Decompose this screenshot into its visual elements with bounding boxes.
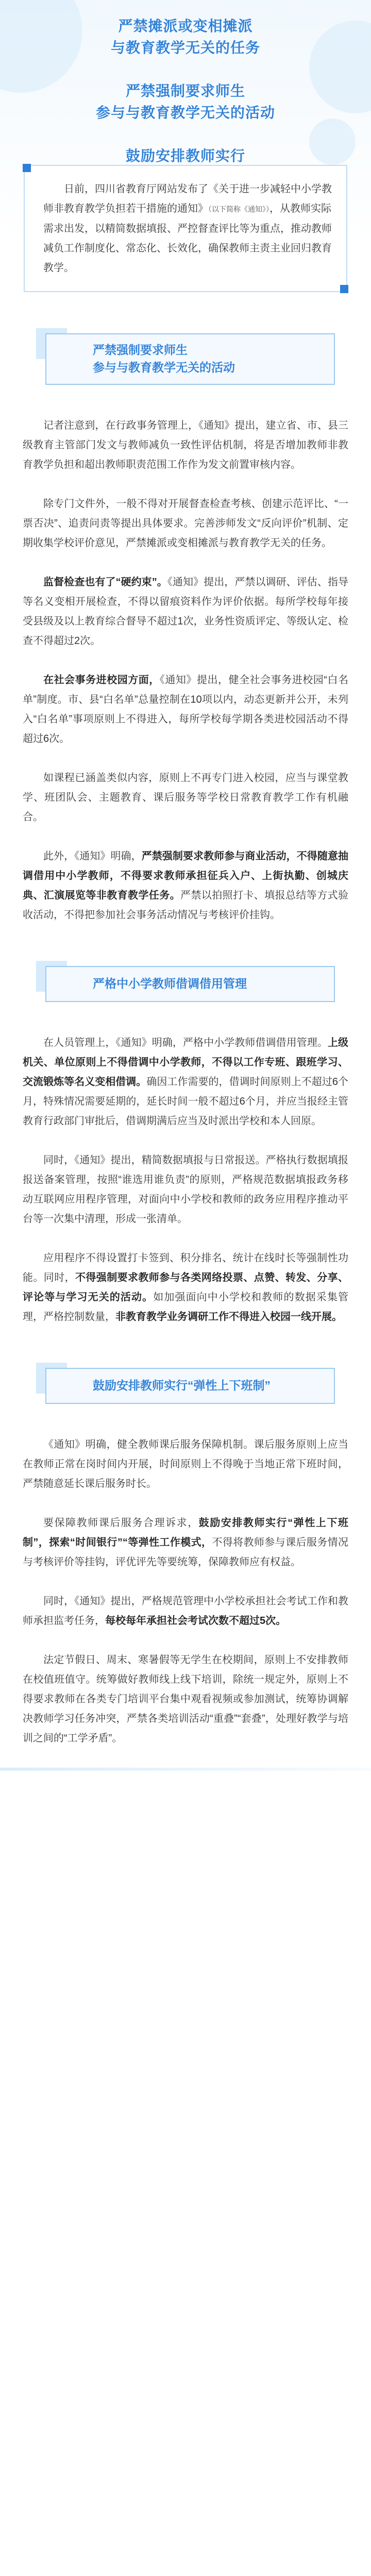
bold-lead: 监督检查也有了“硬约束”。 — [43, 577, 167, 588]
bottom-divider — [0, 1768, 371, 1771]
section-title-2 — [36, 961, 335, 1002]
headline-line: 严禁摊派或变相摊派 — [118, 18, 253, 34]
paragraph: 要保障教师课后服务合理诉求，鼓励安排教师实行“弹性上下班制”，探索“时间银行”“等弹性工作模式，不得将教师参与课后服务情况与考核评价等挂钩，评优评先等要统筹，保障教师应有权益。 — [23, 1517, 349, 1568]
section-title-3 — [36, 1363, 335, 1404]
paragraph: 应用程序不得设置打卡签到、积分排名、统计在线时长等强制性功能。同时，不得强制要求教师参与各类网络投票、点赞、转发、分享、评论等与学习无关的活动。如加强面向中小学校和教师的数据采集管理，严格控制数量，非教育教学业务调研工作不得进入校园一线开展。 — [23, 1252, 349, 1323]
bold-text: 上级机关、单位原则上不得借调中小学教师，不得以工作专班、跟班学习、交流锻炼等名义变相借调。 — [23, 1037, 349, 1088]
headline-line: 与教育教学无关的任务 — [110, 40, 260, 56]
bold-text: 不得强制要求教师参与各类网络投票、点赞、转发、分享、评论等与学习无关的活动。 — [23, 1272, 348, 1303]
paragraph: 在社会事务进校园方面，《通知》提出，健全社会事务进校园“白名单”制度。市、县“白名单”总量控制在10项以内，动态更新并公开，未列入“白名单”事项原则上不得进入，每所学校每学期各类进校园活动不得超过6次。 — [23, 674, 349, 744]
headline-line: 鼓励安排教师实行 — [125, 148, 245, 164]
paragraph: 同时，《通知》提出，精简数据填报与日常报送。严格执行数据填报报送备案管理，按照“谁选用谁负责”的原则，严格规范数据填报政务移动互联网应用程序管理，对面向中小学校和教师的政务应用程序推动平台等一次集中清理，形成一张清单。 — [23, 1155, 348, 1225]
section-title-line: 鼓励安排教师实行“弹性上下班制” — [93, 1379, 271, 1392]
section-title-line: 严禁强制要求师生 — [93, 343, 188, 357]
bold-lead: 在社会事务进校园方面， — [43, 674, 160, 686]
paragraph: 在人员管理上，《通知》明确，严格中小学教师借调借用管理。上级机关、单位原则上不得借调中小学教师，不得以工作专班、跟班学习、交流锻炼等名义变相借调。确因工作需要的，借调时间原则上不超过6个月，特殊情况需要延期的，延长时间一般不超过6个月，并应当报经主管教育行政部门审批后，借调期满后应当及时派出学校和本人回原。 — [23, 1037, 349, 1127]
bold-text: 严禁强制要求教师参与商业活动，不得随意抽调借用中小学教师，不得要求教师承担征兵入户、上街执勤、创城庆典、汇演展览等非教育教学任务。 — [23, 851, 349, 901]
headline-line: 严禁强制要求师生 — [125, 83, 245, 99]
paragraph: 记者注意到，在行政事务管理上，《通知》提出，建立省、市、县三级教育主管部门发文与教师减负一致性评估机制，将是否增加教师非教育教学负担和超出教师职责范围工作作为发文前置审核内容。 — [23, 420, 348, 470]
paragraph: 如课程已涵盖类似内容，原则上不再专门进入校园，应当与课堂教学、班团队会、主题教育、课后服务等学校日常教育教学工作有机融合。 — [23, 772, 348, 823]
paragraph: 监督检查也有了“硬约束”。《通知》提出，严禁以调研、评估、指导等名义变相开展检查，不得以留痕资料作为评价依据。每所学校每年接受县级及以上教育综合督导不超过1次，业务性资质评定、等级认定、检查不得超过2次。 — [23, 577, 349, 647]
intro-box — [24, 165, 347, 292]
intro-wrapper — [0, 165, 371, 292]
paragraph: 《通知》明确，健全教师课后服务保障机制。课后服务原则上应当在教师正常在岗时间内开展，时间原则上不得晚于当地正常下班时间，严禁随意延长课后服务时长。 — [23, 1439, 348, 1489]
section-title-line: 严格中小学教师借调借用管理 — [93, 977, 247, 990]
headline-block — [0, 15, 371, 189]
paragraph: 此外，《通知》明确，严禁强制要求教师参与商业活动，不得随意抽调借用中小学教师，不得要求教师承担征兵入户、上街执勤、创城庆典、汇演展览等非教育教学任务。严禁以拍照打卡、填报总结等方式验收活动，不得把参加社会事务活动情况与考核评价挂钩。 — [23, 851, 349, 921]
paragraph: 法定节假日、周末、寒暑假等无学生在校期间，原则上不安排教师在校值班值守。统筹做好教师线上线下培训，除统一规定外，原则上不得要求教师在各类专门培训平台集中观看视频或参加测试，统筹协调解决教师学习任务冲突，严禁各类培训活动“重叠”“套叠”，处理好教学与培训之间的“工学矛盾”。 — [23, 1654, 348, 1744]
paragraph: 同时，《通知》提出，严格规范管理中小学校承担社会考试工作和教师承担监考任务，每校每年承担社会考试次数不超过5次。 — [23, 1596, 348, 1626]
bold-text: 鼓励安排教师实行“弹性上下班制”，探索“时间银行”“等弹性工作模式， — [23, 1517, 349, 1548]
section-title-1 — [36, 328, 335, 385]
bold-text: 非教育教学业务调研工作不得进入校园一线开展。 — [115, 1311, 342, 1323]
paragraph: 除专门文件外，一般不得对开展督查检查考核、创建示范评比、“一票否决”、追责问责等提出具体要求。完善涉师发文“反向评价”机制、定期收集学校评价意见，严禁摊派或变相摊派与教育教学无关的任务。 — [23, 498, 348, 549]
headline-line: 参与与教育教学无关的活动 — [95, 105, 275, 121]
section-title-line: 参与与教育教学无关的活动 — [93, 361, 235, 374]
bold-text: 每校每年承担社会考试次数不超过5次。 — [105, 1615, 286, 1626]
intro-text: 日前，四川省教育厅网站发布了《关于进一步减轻中小学教师非教育教学负担若干措施的通知》（以下简称《通知》），从教师实际需求出发，以精简数据填报、严控督查评比等为重点，推动教师减负工作制度化、常态化、长效化，确保教师主责主业回归教育教学。 — [43, 183, 332, 274]
